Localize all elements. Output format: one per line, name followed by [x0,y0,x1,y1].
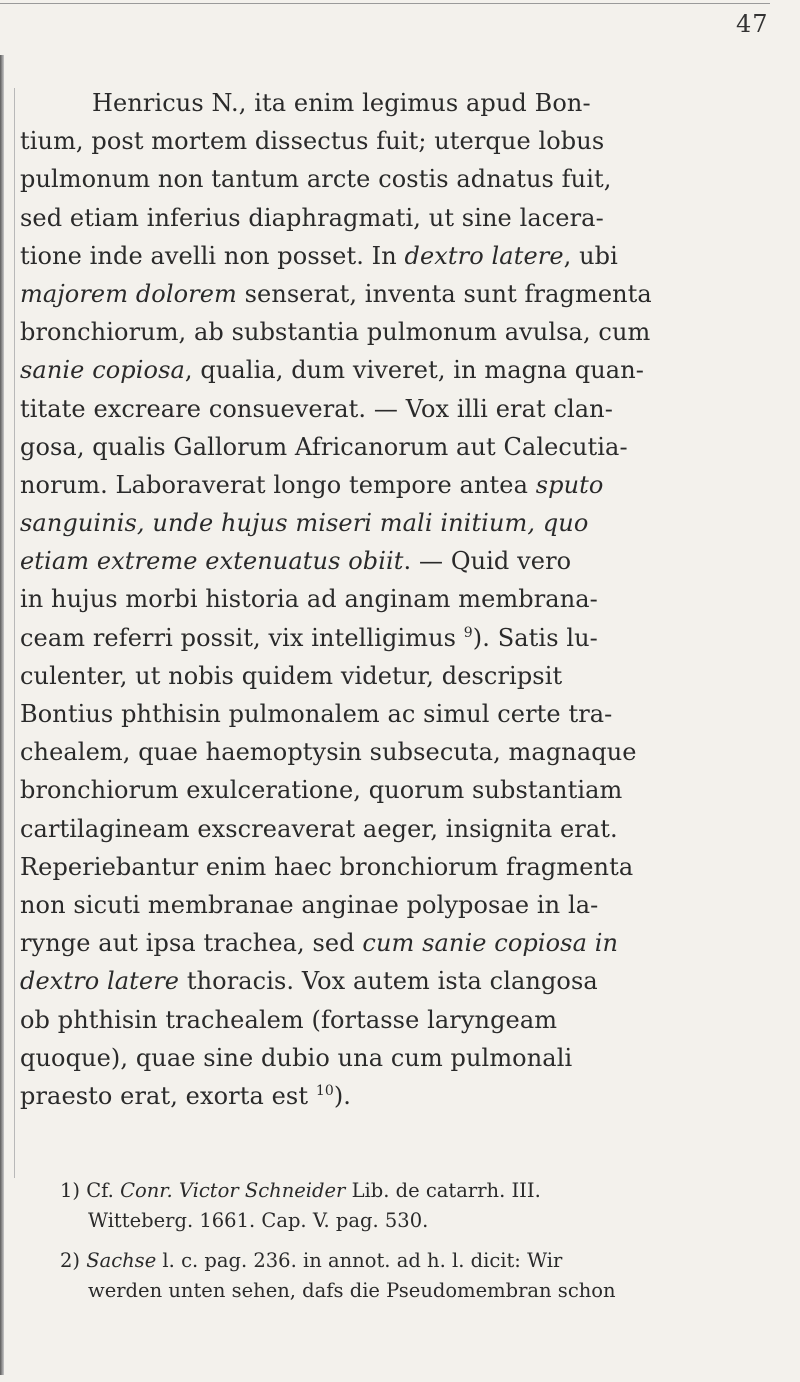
italic-run: cum sanie copiosa in [362,929,619,958]
text-line [20,733,780,771]
text-run: Witteberg. 1661. Cap. V. pag. 530. [88,1209,429,1232]
text-run: 2) [60,1249,87,1272]
text-line [20,1001,780,1039]
footnote [60,1246,780,1306]
italic-run: dextro latere [404,241,564,270]
text-line [20,580,780,618]
text-run: werden unten sehen, dafs die Pseudomembran schon [88,1279,616,1302]
text-line [20,237,780,275]
text-run: tium, post mortem dissectus fuit; uterque lobus [20,127,605,156]
text-run: rynge aut ipsa trachea, sed [20,929,363,958]
text-run: tione inde avelli non posset. In [20,241,405,270]
text-run: Lib. de catarrh. III. [345,1179,541,1202]
text-run: praesto erat, exorta est [20,1081,316,1110]
text-run: Bontius phthisin pulmonalem ac simul certe tra- [20,700,613,728]
text-run: l. c. pag. 236. in annot. ad h. l. dicit: Wir [156,1249,563,1272]
text-run: bronchiorum, ab substantia pulmonum avulsa, cum [20,318,651,347]
top-edge-rule [0,3,770,4]
italic-run: etiam extreme extenuatus obiit [20,547,404,576]
text-run: gosa, qualis Gallorum Africanorum aut Calecutia- [20,432,628,461]
text-line [20,542,780,580]
text-line [20,886,780,924]
text-run: in hujus morbi historia ad anginam membrana- [20,585,598,614]
footnote-line [60,1176,780,1206]
text-run: , qualia, dum viveret, in magna quan- [184,356,644,385]
footnote-ref: 10 [315,1082,334,1099]
footnote-line [60,1276,780,1306]
text-run: ob phthisin trachealem (fortasse laryngeam [20,1005,558,1034]
text-line [20,848,780,886]
text-line [20,962,780,1000]
footnote-line [60,1206,780,1236]
text-run: pulmonum non tantum arcte costis adnatus fuit, [20,165,612,194]
italic-run: sanie copiosa [20,356,185,385]
italic-run: sputo [535,470,604,499]
text-line [20,122,780,160]
text-line [20,160,780,198]
page-number: 47 [736,10,769,38]
text-line [20,619,780,657]
italic-run: Conr. Victor Schneider [120,1179,346,1202]
footnote [60,1176,780,1236]
text-line [20,810,780,848]
italic-run: majorem dolorem [20,279,237,308]
text-run: sed etiam inferius diaphragmati, ut sine lacera- [20,203,604,232]
text-line [20,84,780,122]
text-line [20,771,780,809]
text-line [20,695,780,733]
text-line [20,466,780,504]
text-line [20,924,780,962]
text-run: ). [333,1081,352,1110]
binding-gutter [0,55,4,1375]
body-text [20,84,780,1115]
italic-run: Sachse [86,1249,157,1272]
text-run: . — Quid vero [403,547,572,576]
text-line [20,428,780,466]
text-run: norum. Laboraverat longo tempore antea [20,470,536,499]
italic-run: sanguinis, unde hujus miseri mali initium, quo [20,509,589,538]
text-run: Henricus N., ita enim legimus apud Bon- [92,89,591,117]
text-run: ). Satis lu- [472,623,598,652]
text-run: senserat, inventa sunt fragmenta [236,279,652,308]
margin-rule [14,88,15,1178]
text-line [20,275,780,313]
text-run: 1) Cf. [60,1179,121,1202]
text-line [20,390,780,428]
text-line [20,199,780,237]
italic-run: dextro latere [20,967,180,996]
text-line [20,351,780,389]
text-run: , ubi [563,241,618,270]
text-run: titate excreare consueverat. — Vox illi erat clan- [20,394,613,423]
text-run: bronchiorum exulceratione, quorum substantiam [20,776,623,805]
footnote-ref: 9 [463,624,473,641]
text-run: culenter, ut nobis quidem videtur, descripsit [20,661,563,690]
text-run: chealem, quae haemoptysin subsecuta, magnaque [20,738,637,767]
text-line [20,1039,780,1077]
footnote-line [60,1246,780,1276]
text-run: thoracis. Vox autem ista clangosa [179,967,598,996]
footnotes [60,1176,780,1316]
text-line [20,1077,780,1115]
text-line [20,504,780,542]
text-run: cartilagineam exscreaverat aeger, insignita erat. [20,814,618,843]
text-run: quoque), quae sine dubio una cum pulmonali [20,1043,573,1072]
text-line [20,657,780,695]
text-line [20,313,780,351]
text-run: ceam referri possit, vix intelligimus [20,623,464,652]
text-run: non sicuti membranae anginae polyposae in la- [20,890,599,919]
text-run: Reperiebantur enim haec bronchiorum fragmenta [20,852,634,881]
